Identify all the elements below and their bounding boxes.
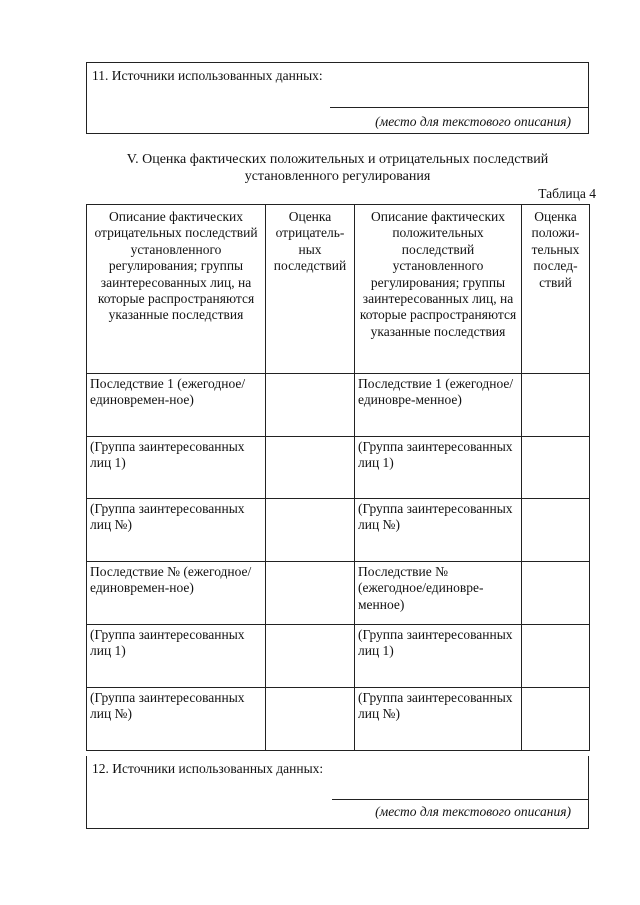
table-cell bbox=[266, 625, 355, 688]
header-positive-description: Описание фактических положительных последствий установленного регулирования; группы заинтересованных лиц, на которые распространяются указанные последствия bbox=[355, 205, 522, 374]
table-cell: (Группа заинтересованных лиц №) bbox=[355, 499, 522, 562]
text-entry-hint-12: (место для текстового описания) bbox=[375, 804, 571, 819]
table-row bbox=[87, 562, 590, 625]
section-title: V. Оценка фактических положительных и отрицательных последствий установленного регулирования bbox=[126, 152, 549, 184]
table-cell: (Группа заинтересованных лиц 1) bbox=[87, 625, 266, 688]
table-header-row bbox=[87, 205, 590, 374]
table-cell: (Группа заинтересованных лиц №) bbox=[355, 688, 522, 751]
table-cell: (Группа заинтересованных лиц 1) bbox=[87, 437, 266, 499]
table-cell bbox=[522, 374, 590, 437]
table-cell bbox=[266, 688, 355, 751]
table-cell bbox=[522, 625, 590, 688]
table-cell bbox=[522, 562, 590, 625]
table-cell bbox=[266, 499, 355, 562]
table-cell bbox=[266, 437, 355, 499]
table-cell: (Группа заинтересованных лиц №) bbox=[87, 688, 266, 751]
sources-label-11: 11. Источники использованных данных: bbox=[92, 68, 323, 83]
table-cell: Последствие 1 (ежегодное/единовре-менное) bbox=[355, 374, 522, 437]
table-cell: (Группа заинтересованных лиц 1) bbox=[355, 625, 522, 688]
header-negative-description: Описание фактических отрицательных последствий установленного регулирования; группы заинтересованных лиц, на которые распространяются указанные последствия bbox=[87, 205, 266, 374]
table-cell bbox=[522, 688, 590, 751]
sources-box-11 bbox=[86, 62, 589, 134]
text-entry-hint-11: (место для текстового описания) bbox=[375, 114, 571, 129]
table-row bbox=[87, 499, 590, 562]
header-positive-assessment: Оценка положи-тельных послед-ствий bbox=[522, 205, 590, 374]
table-row bbox=[87, 437, 590, 499]
table-cell: Последствие 1 (ежегодное/единовремен-ное) bbox=[87, 374, 266, 437]
text-entry-line-12 bbox=[332, 799, 588, 800]
table-cell: (Группа заинтересованных лиц 1) bbox=[355, 437, 522, 499]
consequences-table bbox=[86, 204, 590, 751]
table-cell bbox=[266, 562, 355, 625]
sources-box-12 bbox=[86, 756, 589, 829]
table-number: Таблица 4 bbox=[538, 186, 596, 201]
table-cell bbox=[266, 374, 355, 437]
table-row bbox=[87, 625, 590, 688]
sources-label-12: 12. Источники использованных данных: bbox=[92, 761, 324, 776]
table-cell bbox=[522, 437, 590, 499]
text-entry-line-11 bbox=[330, 107, 588, 108]
table-cell bbox=[522, 499, 590, 562]
table-cell: Последствие № (ежегодное/единовремен-ное) bbox=[87, 562, 266, 625]
table-row bbox=[87, 688, 590, 751]
header-negative-assessment: Оценка отрицатель-ных последствий bbox=[266, 205, 355, 374]
table-cell: (Группа заинтересованных лиц №) bbox=[87, 499, 266, 562]
table-cell: Последствие № (ежегодное/единовре-менное) bbox=[355, 562, 522, 625]
table-row bbox=[87, 374, 590, 437]
